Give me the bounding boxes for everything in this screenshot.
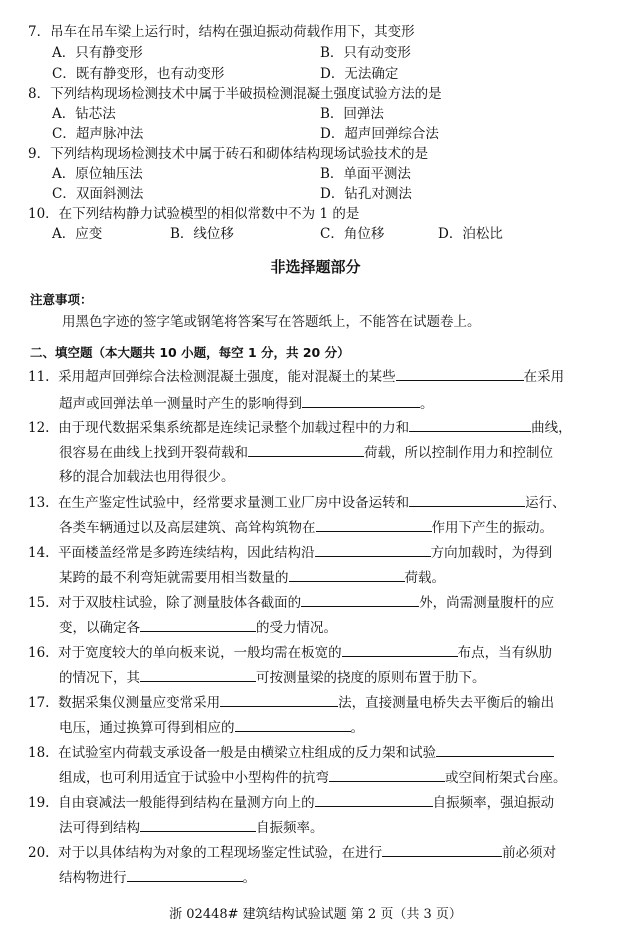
question-8-option-b: B．回弹法 <box>320 106 384 122</box>
question-9-stem: 9．下列结构现场检测技术中属于砖石和砌体结构现场试验技术的是 <box>28 146 429 162</box>
question-9-option-c: C．双面斜测法 <box>52 186 144 202</box>
question-12-line-2 <box>59 442 553 463</box>
question-20-line-2 <box>59 867 256 888</box>
question-11-line-1 <box>28 366 564 387</box>
question-7-option-b: B．只有动变形 <box>320 45 411 61</box>
question-10-option-d: D．泊松比 <box>438 226 503 242</box>
answer-blank[interactable] <box>396 366 524 381</box>
answer-blank[interactable] <box>329 767 445 782</box>
notice-heading: 注意事项： <box>30 292 93 307</box>
answer-blank[interactable] <box>140 817 256 832</box>
question-text: 布点，当有纵肋 <box>457 645 553 661</box>
question-9-option-d: D．钻孔对测法 <box>320 186 412 202</box>
notice-body: 用黑色字迹的签字笔或钢笔将答案写在答题纸上，不能答在试题卷上。 <box>62 314 481 330</box>
answer-blank[interactable] <box>382 842 502 857</box>
question-text: 作用下产生的振动。 <box>431 520 553 536</box>
question-text: 可按测量梁的挠度的原则布置于肋下。 <box>256 670 486 686</box>
question-16-line-1 <box>28 642 552 663</box>
answer-blank[interactable] <box>409 492 525 507</box>
answer-blank[interactable] <box>316 517 432 532</box>
answer-blank[interactable] <box>342 642 458 657</box>
question-number: 16. <box>28 645 50 661</box>
question-text: 由于现代数据采集系统都是连续记录整个加载过程中的力和 <box>58 420 410 436</box>
answer-blank[interactable] <box>301 592 419 607</box>
question-17-line-2 <box>59 717 364 738</box>
question-8-option-d: D．超声回弹综合法 <box>320 126 439 142</box>
question-text: 在生产鉴定性试验中，经常要求量测工业厂房中设备运转和 <box>58 495 410 511</box>
question-10-option-a: A．应变 <box>52 226 103 242</box>
question-9-option-a: A．原位轴压法 <box>52 166 143 182</box>
question-text: 的受力情况。 <box>256 620 337 636</box>
question-text: 组成，也可利用适宜于试验中小型构件的抗弯 <box>59 770 329 786</box>
question-number: 13. <box>28 495 50 511</box>
question-8-stem: 8．下列结构现场检测技术中属于半破损检测混凝土强度试验方法的是 <box>28 86 442 102</box>
question-7-option-a: A．只有静变形 <box>52 45 143 61</box>
question-13-line-2 <box>59 517 553 538</box>
question-number: 11. <box>28 369 50 385</box>
question-text: 对于宽度较大的单向板来说，一般均需在板宽的 <box>58 645 342 661</box>
question-text: 变，以确定各 <box>59 620 140 636</box>
question-15-line-2 <box>59 617 337 638</box>
question-text: 运行、 <box>525 495 566 511</box>
question-text: 方向加载时，为得到 <box>430 545 553 561</box>
question-text: 数据采集仪测量应变常采用 <box>58 695 221 711</box>
question-7-option-d: D．无法确定 <box>320 66 399 82</box>
question-number: 18. <box>28 745 50 761</box>
answer-blank[interactable] <box>302 393 420 408</box>
question-14-line-2 <box>59 567 445 588</box>
question-number: 14. <box>28 545 50 561</box>
question-text: 结构物进行 <box>59 870 127 886</box>
answer-blank[interactable] <box>140 667 256 682</box>
question-text: 。 <box>350 720 364 736</box>
question-15-line-1 <box>28 592 554 613</box>
question-number: 17. <box>28 695 50 711</box>
answer-blank[interactable] <box>140 617 256 632</box>
question-19-line-1 <box>28 792 554 813</box>
question-text: 的情况下，其 <box>59 670 140 686</box>
answer-blank[interactable] <box>220 692 338 707</box>
answer-blank[interactable] <box>409 417 531 432</box>
question-text: 很容易在曲线上找到开裂荷载和 <box>59 445 248 461</box>
question-16-line-2 <box>59 667 486 688</box>
question-text: 曲线， <box>531 420 572 436</box>
question-10-option-b: B．线位移 <box>170 226 234 242</box>
question-text: 对于双肢柱试验，除了测量肢体各截面的 <box>58 595 302 611</box>
question-text: 某跨的最不利弯矩就需要用相当数量的 <box>59 570 289 586</box>
question-text: 在试验室内荷载支承设备一般是由横梁立柱组成的反力架和试验 <box>58 745 437 761</box>
question-text: 自振频率，强迫振动 <box>432 795 555 811</box>
question-text: 法，直接测量电桥失去平衡后的输出 <box>338 695 555 711</box>
question-11-line-2 <box>59 393 434 414</box>
answer-blank[interactable] <box>315 792 433 807</box>
question-8-option-c: C．超声脉冲法 <box>52 126 144 142</box>
question-text: 电压，通过换算可得到相应的 <box>59 720 235 736</box>
question-number: 20. <box>28 845 50 861</box>
answer-blank[interactable] <box>436 742 554 757</box>
question-text: 。 <box>242 870 256 886</box>
question-number: 12. <box>28 420 50 436</box>
question-text: 在采用 <box>523 369 565 385</box>
question-18-line-2 <box>59 767 567 788</box>
section-title: 非选择题部分 <box>270 258 361 276</box>
question-19-line-2 <box>59 817 324 838</box>
page-footer: 浙 02448# 建筑结构试验试题 第 2 页（共 3 页） <box>169 907 462 922</box>
question-text: 荷载。 <box>404 570 445 586</box>
question-text: 自振频率。 <box>256 820 324 836</box>
question-17-line-1 <box>28 692 554 713</box>
question-10-stem: 10．在下列结构静力试验模型的相似常数中不为 1 的是 <box>28 206 360 222</box>
answer-blank[interactable] <box>315 542 431 557</box>
question-text: 采用超声回弹综合法检测混凝土强度，能对混凝土的某些 <box>58 369 396 385</box>
answer-blank[interactable] <box>248 442 364 457</box>
question-7-stem: 7．吊车在吊车梁上运行时，结构在强迫振动荷载作用下，其变形 <box>28 24 415 40</box>
question-9-option-b: B．单面平测法 <box>320 166 411 182</box>
question-14-line-1 <box>28 542 552 563</box>
question-text: 前必须对 <box>502 845 557 861</box>
question-text: 法可得到结构 <box>59 820 140 836</box>
answer-blank[interactable] <box>289 567 405 582</box>
question-text: 荷载，所以控制作用力和控制位 <box>364 445 553 461</box>
question-text: 自由衰减法一般能得到结构在量测方向上的 <box>58 795 315 811</box>
question-text: 或空间桁架式台座。 <box>445 770 567 786</box>
question-number: 15. <box>28 595 50 611</box>
question-number: 19. <box>28 795 50 811</box>
question-12-line-3: 移的混合加载法也用得很少。 <box>59 469 235 485</box>
question-7-option-c: C．既有静变形，也有动变形 <box>52 66 225 82</box>
answer-blank[interactable] <box>235 717 351 732</box>
question-20-line-1 <box>28 842 556 863</box>
question-text: 外，尚需测量腹杆的应 <box>419 595 555 611</box>
question-8-option-a: A．钻芯法 <box>52 106 116 122</box>
question-12-line-1 <box>28 417 572 438</box>
question-18-line-1 <box>28 742 554 763</box>
question-text: 平面楼盖经常是多跨连续结构，因此结构沿 <box>58 545 315 561</box>
question-text: 超声或回弹法单一测量时产生的影响得到 <box>59 396 302 412</box>
question-text: 。 <box>420 396 434 412</box>
answer-blank[interactable] <box>127 867 243 882</box>
question-10-option-c: C．角位移 <box>320 226 385 242</box>
question-text: 对于以具体结构为对象的工程现场鉴定性试验，在进行 <box>58 845 383 861</box>
question-13-line-1 <box>28 492 566 513</box>
question-text: 各类车辆通过以及高层建筑、高耸构筑物在 <box>59 520 316 536</box>
part-2-heading: 二、填空题（本大题共 10 小题，每空 1 分，共 20 分） <box>30 345 350 360</box>
